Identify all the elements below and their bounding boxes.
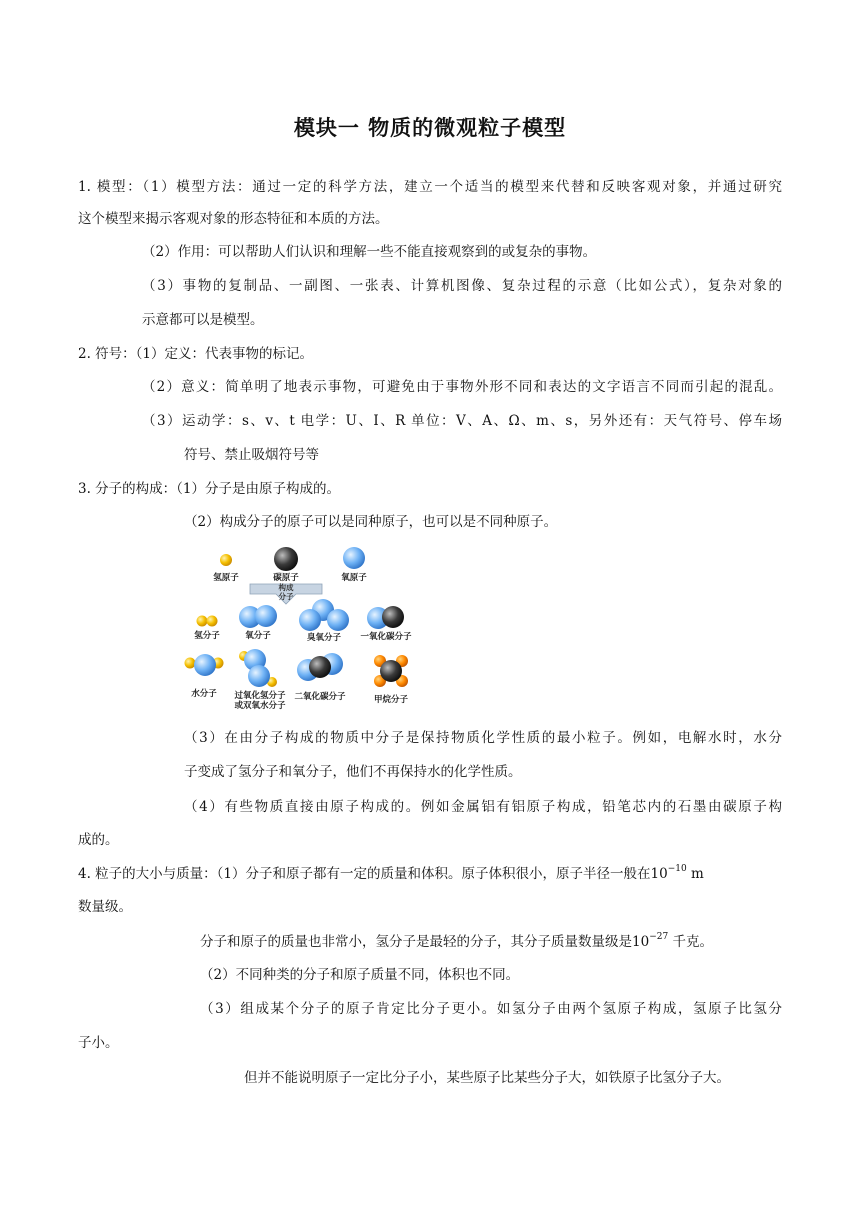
carbon-monoxide-molecule — [367, 606, 404, 629]
s2-line-1: 2. 符号：（1）定义：代表事物的标记。 — [78, 346, 314, 362]
hydrogen-molecule — [197, 616, 218, 627]
s3-line-6: 成的。 — [78, 832, 119, 848]
s3-line-1: 3. 分子的构成：（1）分子是由原子构成的。 — [78, 481, 341, 497]
s2-line-3: （3）运动学：s、v、t 电学：U、I、R 单位：V、A、Ω、m、s，另外还有：天气符号、停车场 — [142, 413, 782, 429]
ozone-molecule — [299, 599, 349, 631]
s3-line-2: （2）构成分子的原子可以是同种原子，也可以是不同种原子。 — [184, 514, 558, 530]
s3-line-3: （3）在由分子构成的物质中分子是保持物质化学性质的最小粒子。例如，电解水时，水分 — [184, 730, 782, 746]
carbon-dioxide-molecule — [297, 653, 343, 681]
label-oxygen-molecule: 氧分子 — [245, 631, 271, 641]
s4-line-7: 但并不能说明原子一定比分子小，某些原子比某些分子大，如铁原子比氢分子大。 — [244, 1070, 730, 1086]
s4-line-6: 子小。 — [78, 1035, 119, 1051]
s3-line-5: （4）有些物质直接由原子构成的。例如金属铝有铝原子构成，铅笔芯内的石墨由碳原子构 — [184, 799, 782, 815]
s4-line-3 — [200, 932, 713, 952]
s3-line-4: 子变成了氢分子和氧分子，他们不再保持水的化学性质。 — [184, 764, 522, 780]
s4-line-4: （2）不同种类的分子和原子质量不同，体积也不同。 — [200, 967, 520, 983]
s1-line-4: （3）事物的复制品、一副图、一张表、计算机图像、复杂过程的示意（比如公式），复杂对象的 — [142, 278, 782, 294]
s4-line-3-exponent: −27 — [649, 932, 669, 942]
s4-line-3-unit: 千克。 — [668, 934, 713, 950]
label-hydrogen-atom: 氢原子 — [213, 573, 239, 583]
water-molecule — [185, 654, 224, 676]
s2-line-4: 符号、禁止吸烟符号等 — [184, 447, 319, 463]
oxygen-molecule — [239, 605, 277, 628]
label-water-molecule: 水分子 — [191, 689, 217, 699]
label-oxygen-atom: 氧原子 — [341, 573, 367, 583]
label-methane-molecule: 甲烷分子 — [373, 695, 409, 705]
carbon-atom — [274, 547, 298, 571]
label-ozone-molecule: 臭氧分子 — [306, 633, 342, 643]
label-hydrogen-peroxide-alt: 或双氧水分子 — [234, 701, 286, 711]
s1-line-5: 示意都可以是模型。 — [142, 312, 264, 328]
label-carbon-monoxide-molecule: 一氧化碳分子 — [360, 632, 412, 642]
molecule-diagram — [178, 540, 418, 712]
arrow-label-1: 构成 — [278, 583, 294, 592]
oxygen-atom — [343, 547, 365, 569]
page-title: 模块一 物质的微观粒子模型 — [293, 116, 567, 140]
s1-line-2: 这个模型来揭示客观对象的形态特征和本质的方法。 — [78, 211, 389, 227]
hydrogen-atom — [220, 554, 232, 566]
molecule-model-figure — [178, 540, 418, 712]
label-hydrogen-molecule: 氢分子 — [194, 631, 220, 641]
s4-line-1-text: 4. 粒子的大小与质量：（1）分子和原子都有一定的质量和体积。原子体积很小，原子半径一般在10 — [78, 866, 668, 882]
s4-line-3-text: 分子和原子的质量也非常小，氢分子是最轻的分子，其分子质量数量级是10 — [200, 934, 650, 950]
label-hydrogen-peroxide-molecule: 过氧化氢分子 — [234, 691, 286, 701]
s4-line-5: （3）组成某个分子的原子肯定比分子更小。如氢分子由两个氢原子构成，氢原子比氢分 — [200, 1001, 782, 1017]
s1-line-1: 1. 模型：（1）模型方法：通过一定的科学方法，建立一个适当的模型来代替和反映客观对象，并通过研究 — [78, 179, 782, 195]
label-carbon-dioxide-molecule: 二氧化碳分子 — [294, 692, 346, 702]
s2-line-2: （2）意义：简单明了地表示事物，可避免由于事物外形不同和表达的文字语言不同而引起的混乱。 — [142, 379, 782, 395]
s4-line-1 — [78, 864, 704, 884]
hydrogen-peroxide-molecule — [239, 649, 277, 687]
label-carbon-atom: 碳原子 — [273, 573, 299, 583]
s4-line-1-exponent: −10 — [667, 864, 687, 874]
methane-molecule — [374, 655, 408, 687]
s4-line-2: 数量级。 — [78, 899, 132, 915]
s4-line-1-unit: m — [686, 866, 704, 882]
s1-line-3: （2）作用：可以帮助人们认识和理解一些不能直接观察到的或复杂的事物。 — [142, 244, 597, 260]
arrow-label-2: 分子 — [278, 592, 294, 601]
